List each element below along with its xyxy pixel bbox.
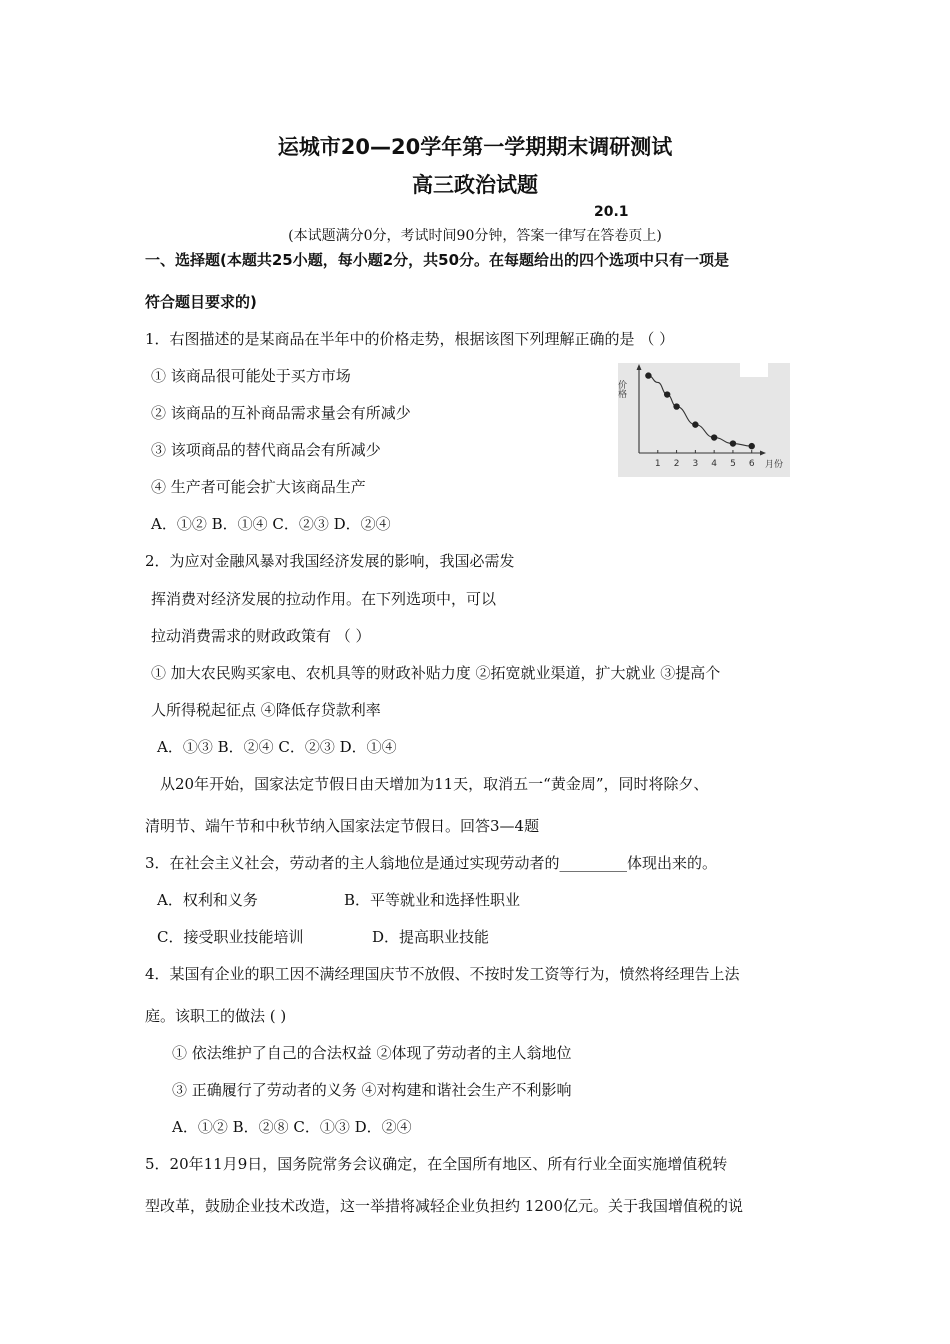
q2-options: A．①③ B．②④ C．②③ D．①④ — [157, 738, 397, 756]
exam-date: 20.1 — [594, 204, 629, 220]
q5-stem-line-2: 型改革，鼓励企业技术改造，这一举措将减轻企业负担约 1200亿元。关于我国增值税的说 — [145, 1197, 743, 1215]
x-tick-label: 5 — [730, 459, 736, 469]
q1-item-4: ④ 生产者可能会扩大该商品生产 — [151, 478, 366, 496]
exam-note: (本试题满分0分，考试时间90分钟，答案一律写在答卷页上) — [288, 228, 662, 244]
q2-stem-line-1: 2．为应对金融风暴对我国经济发展的影响，我国必需发 — [145, 552, 515, 570]
title-line-2: 高三政治试题 — [412, 173, 538, 197]
x-tick-label: 3 — [692, 459, 699, 469]
passage-line-2: 清明节、端午节和中秋节纳入国家法定节假日。回答3—4题 — [145, 817, 540, 835]
q4-stem-line-2: 庭。该职工的做法 ( ) — [145, 1007, 287, 1025]
q3-option-a: A．权利和义务 — [157, 891, 258, 909]
passage-line-1: 从20年开始，国家法定节假日由天增加为11天，取消五一“黄金周”，同时将除夕、 — [160, 775, 709, 793]
q1-options: A．①② B．①④ C．②③ D．②④ — [151, 515, 391, 533]
data-point — [692, 421, 698, 427]
q1-item-3: ③ 该项商品的替代商品会有所减少 — [151, 441, 381, 459]
chart-background-notch — [740, 363, 768, 377]
q2-items-line-1: ① 加大农民购买家电、农机具等的财政补贴力度 ②拓宽就业渠道，扩大就业 ③提高个 — [151, 664, 721, 682]
q4-items-line-2: ③ 正确履行了劳动者的义务 ④对构建和谐社会生产不利影响 — [172, 1081, 572, 1099]
section-heading-line-2: 符合题目要求的) — [145, 293, 257, 311]
x-axis-label: 月份 — [765, 460, 784, 470]
data-point — [645, 372, 651, 378]
section-heading-line-1: 一、选择题(本题共25小题，每小题2分，共50分。在每题给出的四个选项中只有一项是 — [145, 251, 730, 269]
x-tick-label: 4 — [711, 459, 718, 469]
q3-option-b: B．平等就业和选择性职业 — [344, 891, 521, 909]
data-point — [749, 443, 755, 449]
data-point — [730, 440, 736, 446]
x-tick-label: 2 — [673, 459, 680, 469]
data-point — [673, 403, 679, 409]
q2-items-line-2: 人所得税起征点 ④降低存贷款利率 — [151, 701, 381, 719]
q1-stem: 1．右图描述的是某商品在半年中的价格走势，根据该图下列理解正确的是 （ ） — [145, 330, 675, 348]
q2-stem-line-3: 拉动消费需求的财政政策有 （ ） — [151, 627, 371, 645]
q2-stem-line-2: 挥消费对经济发展的拉动作用。在下列选项中，可以 — [151, 590, 497, 608]
q5-stem-line-1: 5．20年11月9日，国务院常务会议确定，在全国所有地区、所有行业全面实施增值税转 — [145, 1155, 728, 1173]
data-point — [664, 391, 670, 397]
price-trend-chart — [618, 363, 790, 477]
y-axis-label: 价格 — [616, 380, 626, 398]
title-line-1: 运城市20—20学年第一学期期末调研测试 — [277, 135, 673, 159]
q3-option-d: D．提高职业技能 — [372, 928, 490, 946]
q3-option-c: C．接受职业技能培训 — [157, 928, 304, 946]
x-tick-label: 1 — [654, 459, 661, 469]
x-tick-label: 6 — [748, 459, 755, 469]
q4-stem-line-1: 4．某国有企业的职工因不满经理国庆节不放假、不按时发工资等行为，愤然将经理告上法 — [145, 965, 740, 983]
data-point — [711, 434, 717, 440]
q3-stem: 3．在社会主义社会，劳动者的主人翁地位是通过实现劳动者的_________体现出来的。 — [145, 854, 718, 872]
q1-item-2: ② 该商品的互补商品需求量会有所减少 — [151, 404, 411, 422]
q1-item-1: ① 该商品很可能处于买方市场 — [151, 367, 351, 385]
q4-items-line-1: ① 依法维护了自己的合法权益 ②体现了劳动者的主人翁地位 — [172, 1044, 572, 1062]
q4-options: A．①② B．②⑧ C．①③ D．②④ — [172, 1118, 412, 1136]
